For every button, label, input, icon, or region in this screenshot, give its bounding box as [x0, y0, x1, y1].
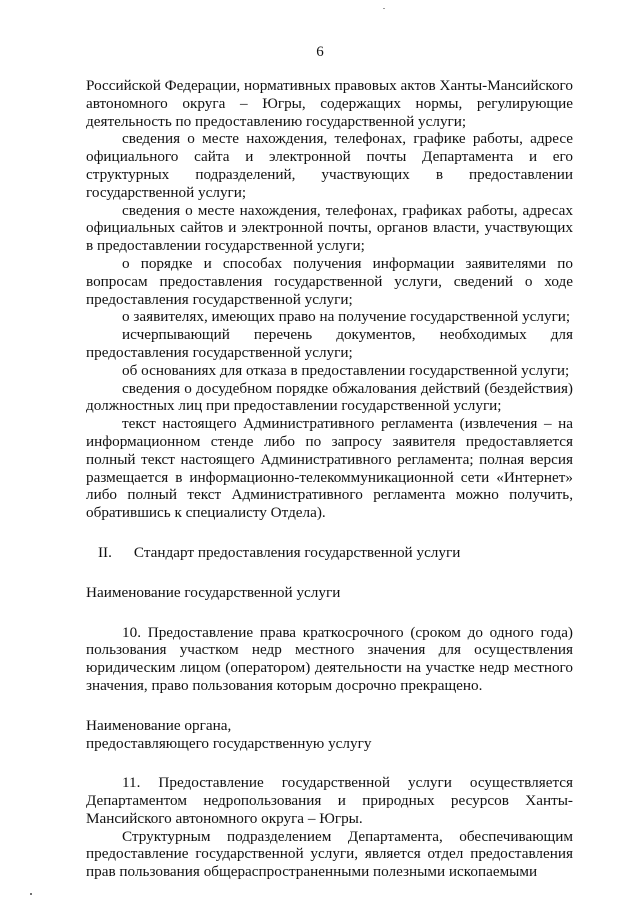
subheading-authority-line1: Наименование органа,: [86, 716, 232, 734]
paragraph-continuation: Российской Федерации, нормативных правовых актов Ханты-Мансийского автономного округа – Югры, содержащих нормы, регулирующие деятельность по предоставлению государственной услуги;: [86, 77, 573, 130]
list-item: о заявителях, имеющих право на получение государственной услуги;: [122, 308, 571, 326]
subheading-service-name: Наименование государственной услуги: [86, 583, 341, 601]
list-item: об основаниях для отказа в предоставлении государственной услуги;: [122, 361, 570, 379]
paragraph-10: 10. Предоставление права краткосрочного (сроком до одного года) пользования участком недр местного значения для осуществления юридическим лицом (оператором) деятельности на участке недр местного значения, право пользования которым досрочно прекращено.: [86, 623, 573, 694]
list-item: о порядке и способах получения информации заявителями по вопросам предоставления государственной услуги, сведений о ходе предоставления государственной услуги;: [86, 254, 573, 308]
list-item: текст настоящего Административного регламента (извлечения – на информационном стенде либо по запросу заявителя предоставляется полный текст настоящего Административного регламента; полная версия размещается в информационно-телекоммуникационной сети «Интернет» либо полный текст Административного регламента можно получить, обратившись к специалисту Отдела).: [86, 415, 573, 522]
scan-speck: [383, 8, 385, 9]
section-number: II.: [98, 543, 112, 561]
paragraph-11: 11. Предоставление государственной услуги осуществляется Департаментом недропользования и природных ресурсов Ханты-Мансийского автономного округа – Югры.: [86, 774, 573, 827]
paragraph-11-continued: Структурным подразделением Департамента, обеспечивающим предоставление государственной услуги, является отдел предоставления прав пользования общераспространенными полезными ископаемыми: [86, 827, 573, 881]
section-heading: [86, 544, 573, 562]
scan-speck: [30, 893, 32, 895]
list-item: сведения о досудебном порядке обжалования действий (бездействия) должностных лиц при предоставлении государственной услуги;: [86, 379, 573, 415]
section-title: Стандарт предоставления государственной услуги: [133, 543, 461, 561]
subheading-authority-line2: предоставляющего государственную услугу: [86, 734, 372, 752]
list-item: сведения о месте нахождения, телефонах, графиках работы, адресах официальных сайтов и электронной почты, органов власти, участвующих в предоставлении государственной услуги;: [86, 201, 573, 255]
list-item: сведения о месте нахождения, телефонах, графике работы, адресе официального сайта и электронной почты Департамента и его структурных подразделений, участвующих в предоставлении государственной услуги;: [86, 130, 573, 201]
page-number: 6: [316, 44, 324, 60]
document-body: [86, 77, 573, 881]
list-item: исчерпывающий перечень документов, необходимых для предоставления государственной услуги;: [86, 326, 573, 361]
